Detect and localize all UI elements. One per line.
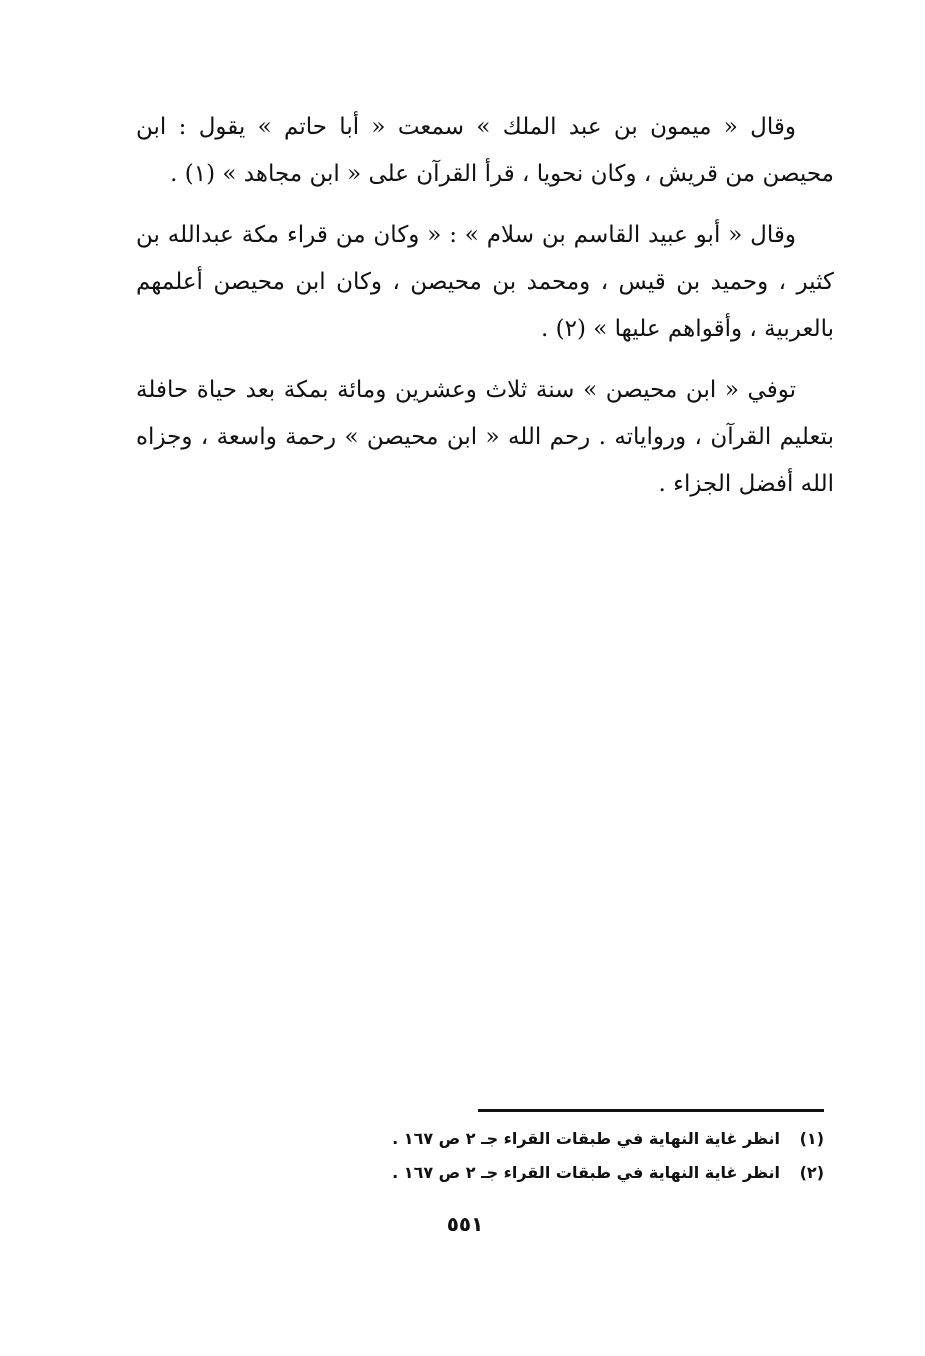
page-number: ٥٥١ [446, 1212, 484, 1236]
footnote-marker: (٢) [799, 1163, 824, 1182]
footnote-2 [300, 1156, 824, 1190]
footnotes [300, 1122, 824, 1190]
footnote-text: انظر غاية النهاية في طبقات القراء جـ ٢ ص ١٦٧ . [392, 1129, 780, 1148]
main-text [136, 104, 834, 522]
footnote-divider [478, 1109, 824, 1112]
footnote-marker: (١) [799, 1129, 824, 1148]
footnote-1 [300, 1122, 824, 1156]
paragraph-1: وقال « ميمون بن عبد الملك » سمعت « أبا حاتم » يقول : ابن محيصن من قريش ، وكان نحويا ، قرأ القرآن على « ابن مجاهد » (١) . [136, 114, 834, 187]
paragraph-2: وقال « أبو عبيد القاسم بن سلام » : « وكان من قراء مكة عبدالله بن كثير ، وحميد بن قيس ، ومحمد بن محيصن ، وكان ابن محيصن أعلمهم بالعربية ، وأقواهم عليها » (٢) . [136, 222, 834, 342]
paragraph-3: توفي « ابن محيصن » سنة ثلاث وعشرين ومائة بمكة بعد حياة حافلة بتعليم القرآن ، ورواياته . رحم الله « ابن محيصن » رحمة واسعة ، وجزاه الله أفضل الجزاء . [136, 377, 834, 497]
footnote-text: انظر غاية النهاية في طبقات القراء جـ ٢ ص ١٦٧ . [392, 1163, 780, 1182]
